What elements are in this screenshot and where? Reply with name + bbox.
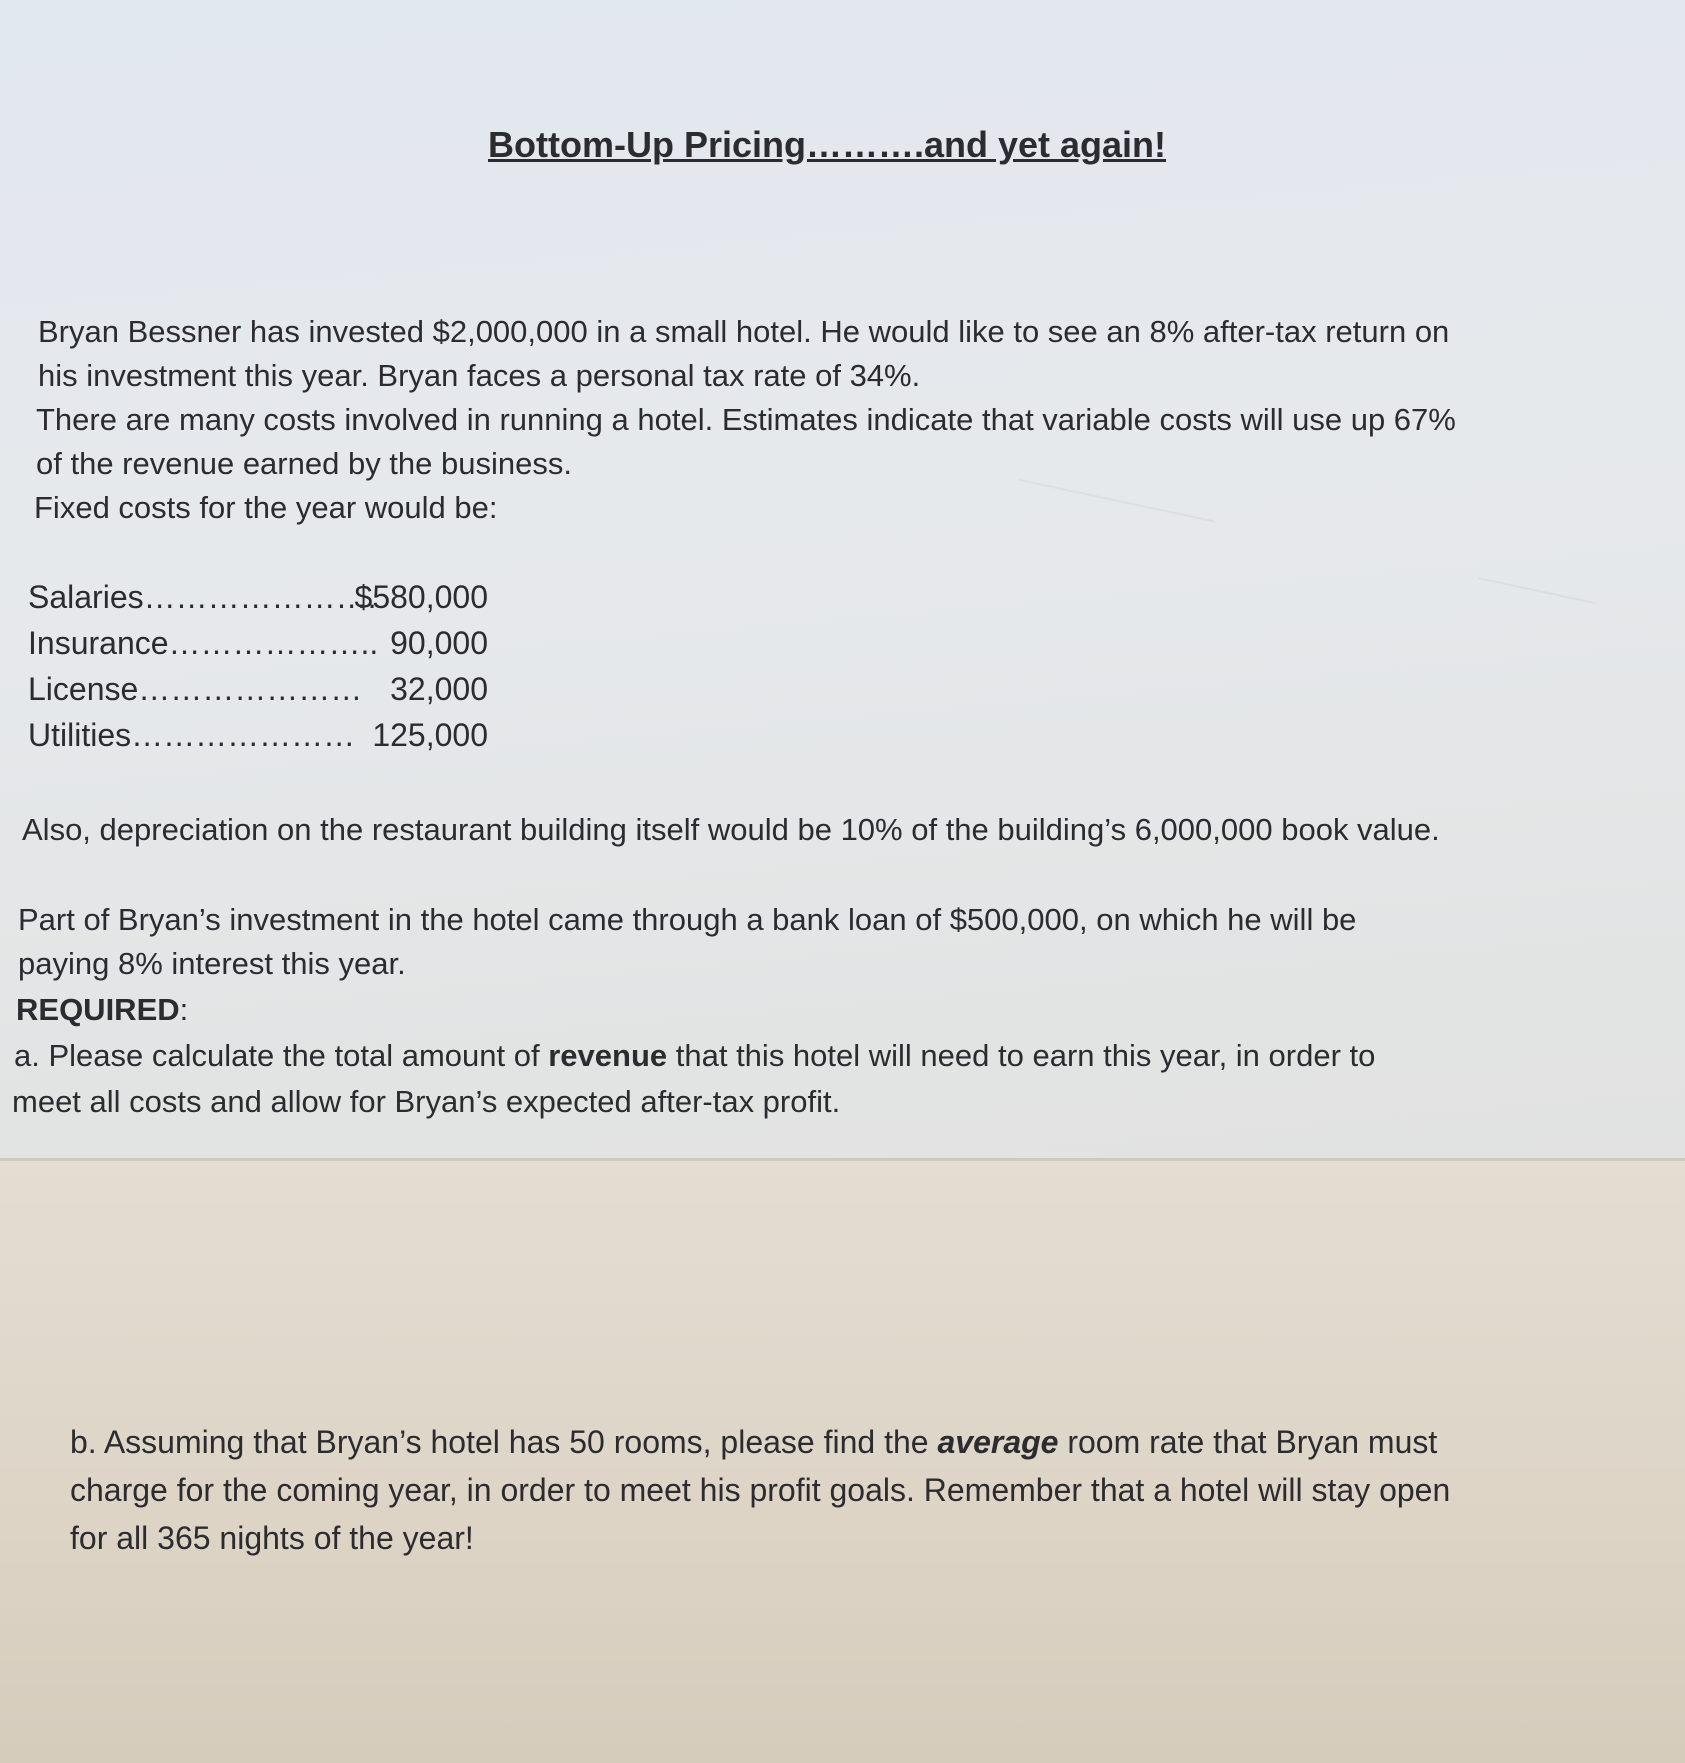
question-b-emphasis: average bbox=[937, 1424, 1059, 1460]
intro-line-4: of the revenue earned by the business. bbox=[36, 446, 572, 481]
intro-line-5: Fixed costs for the year would be: bbox=[34, 490, 498, 525]
question-b-line-3: for all 365 nights of the year! bbox=[70, 1520, 474, 1556]
fixed-costs-list bbox=[28, 574, 488, 758]
cost-row-salaries bbox=[28, 574, 488, 620]
cost-label: Utilities………………… bbox=[28, 717, 356, 753]
cost-label: Insurance……………….. bbox=[28, 625, 379, 661]
loan-line-1: Part of Bryan’s investment in the hotel came through a bank loan of $500,000, on which he will be bbox=[18, 902, 1357, 937]
cost-row-license bbox=[28, 666, 488, 712]
intro-line-1: Bryan Bessner has invested $2,000,000 in a small hotel. He would like to see an 8% after-tax return on bbox=[38, 314, 1450, 349]
cost-row-utilities bbox=[28, 712, 488, 758]
page-title: Bottom-Up Pricing……….and yet again! bbox=[488, 124, 1167, 165]
question-a-emphasis: revenue bbox=[548, 1038, 668, 1073]
intro-line-2: his investment this year. Bryan faces a personal tax rate of 34%. bbox=[38, 358, 921, 393]
required-colon: : bbox=[179, 992, 189, 1027]
question-a-line-2: meet all costs and allow for Bryan’s expected after-tax profit. bbox=[12, 1084, 841, 1119]
question-a-prefix: a. Please calculate the total amount of bbox=[14, 1038, 549, 1073]
required-label: REQUIRED bbox=[16, 992, 180, 1027]
question-a-line-1 bbox=[14, 1034, 1375, 1078]
question-a-suffix: that this hotel will need to earn this year, in order to bbox=[667, 1038, 1376, 1073]
cost-value: 32,000 bbox=[390, 671, 488, 707]
cost-value: $580,000 bbox=[354, 579, 488, 615]
intro-line-3: There are many costs involved in running a hotel. Estimates indicate that variable costs will use up 67% bbox=[36, 402, 1456, 437]
cost-value: 125,000 bbox=[372, 717, 488, 753]
cost-value: 90,000 bbox=[390, 625, 488, 661]
loan-line-2: paying 8% interest this year. bbox=[18, 946, 406, 981]
cost-label: Salaries…………………. bbox=[28, 579, 377, 615]
question-b-line-1 bbox=[70, 1418, 1437, 1466]
question-b-line-2: charge for the coming year, in order to meet his profit goals. Remember that a hotel will stay open bbox=[70, 1472, 1451, 1508]
cost-row-insurance bbox=[28, 620, 488, 666]
question-b-suffix: room rate that Bryan must bbox=[1058, 1424, 1438, 1460]
required-heading bbox=[16, 988, 188, 1032]
question-b-prefix: b. Assuming that Bryan’s hotel has 50 rooms, please find the bbox=[70, 1424, 938, 1460]
cost-label: License………………… bbox=[28, 671, 363, 707]
depreciation-note: Also, depreciation on the restaurant building itself would be 10% of the building’s 6,000,000 book value. bbox=[22, 812, 1440, 847]
